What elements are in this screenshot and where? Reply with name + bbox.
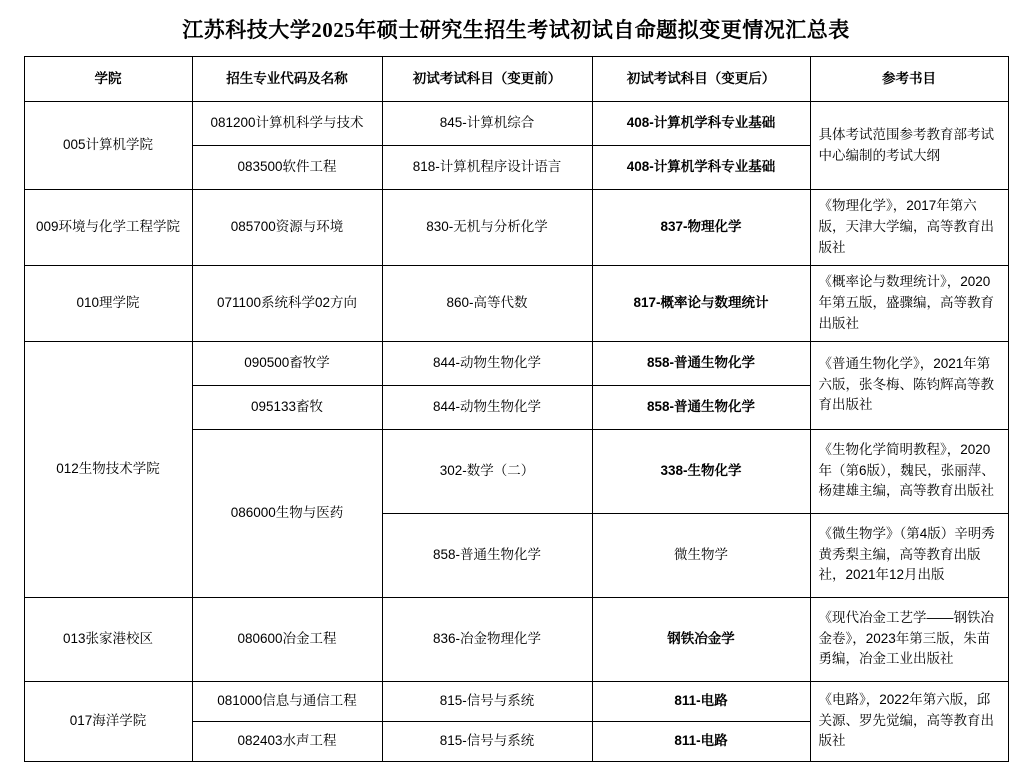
cell-before: 815-信号与系统 <box>382 681 592 721</box>
cell-major: 081000信息与通信工程 <box>192 681 382 721</box>
cell-after: 338-生物化学 <box>592 429 810 513</box>
cell-major: 085700资源与环境 <box>192 190 382 266</box>
cell-major: 082403水声工程 <box>192 721 382 761</box>
table-header <box>24 57 1008 102</box>
cell-after: 837-物理化学 <box>592 190 810 266</box>
cell-after: 858-普通生物化学 <box>592 385 810 429</box>
cell-before: 844-动物生物化学 <box>382 385 592 429</box>
cell-after: 858-普通生物化学 <box>592 341 810 385</box>
table-row <box>24 265 1008 341</box>
cell-book: 《生物化学简明教程》，2020年（第6版），魏民，张丽萍、杨建雄主编，高等教育出版社 <box>810 429 1008 513</box>
column-header-before: 初试考试科目（变更前） <box>382 57 592 102</box>
cell-major: 086000生物与医药 <box>192 429 382 597</box>
cell-before: 836-冶金物理化学 <box>382 597 592 681</box>
column-header-college: 学院 <box>24 57 192 102</box>
table-row <box>24 681 1008 721</box>
cell-college: 005计算机学院 <box>24 102 192 190</box>
column-header-book: 参考书目 <box>810 57 1008 102</box>
cell-before: 302-数学（二） <box>382 429 592 513</box>
summary-table <box>24 56 1009 762</box>
cell-after: 408-计算机学科专业基础 <box>592 146 810 190</box>
table-row <box>24 190 1008 266</box>
cell-book: 《电路》，2022年第六版，邱关源、罗先觉编，高等教育出版社 <box>810 681 1008 761</box>
cell-after: 811-电路 <box>592 681 810 721</box>
table-body <box>24 102 1008 762</box>
cell-college: 010理学院 <box>24 265 192 341</box>
cell-after: 811-电路 <box>592 721 810 761</box>
cell-after: 微生物学 <box>592 513 810 597</box>
cell-book: 具体考试范围参考教育部考试中心编制的考试大纲 <box>810 102 1008 190</box>
cell-college: 017海洋学院 <box>24 681 192 761</box>
cell-major: 081200计算机科学与技术 <box>192 102 382 146</box>
cell-after: 408-计算机学科专业基础 <box>592 102 810 146</box>
page-title: 江苏科技大学2025年硕士研究生招生考试初试自命题拟变更情况汇总表 <box>182 18 850 42</box>
table-row <box>24 341 1008 385</box>
cell-major: 083500软件工程 <box>192 146 382 190</box>
cell-college: 013张家港校区 <box>24 597 192 681</box>
cell-major: 071100系统科学02方向 <box>192 265 382 341</box>
cell-before: 845-计算机综合 <box>382 102 592 146</box>
column-header-after: 初试考试科目（变更后） <box>592 57 810 102</box>
cell-major: 090500畜牧学 <box>192 341 382 385</box>
cell-book: 《普通生物化学》，2021年第六版，张冬梅、陈钧辉高等教育出版社 <box>810 341 1008 429</box>
cell-before: 858-普通生物化学 <box>382 513 592 597</box>
cell-before: 830-无机与分析化学 <box>382 190 592 266</box>
cell-before: 818-计算机程序设计语言 <box>382 146 592 190</box>
table-header-row <box>24 57 1008 102</box>
cell-before: 815-信号与系统 <box>382 721 592 761</box>
column-header-major: 招生专业代码及名称 <box>192 57 382 102</box>
cell-after: 817-概率论与数理统计 <box>592 265 810 341</box>
cell-book: 《微生物学》（第4版）辛明秀 黄秀梨主编，高等教育出版社，2021年12月出版 <box>810 513 1008 597</box>
cell-college: 009环境与化学工程学院 <box>24 190 192 266</box>
cell-book: 《现代冶金工艺学——钢铁冶金卷》，2023年第三版，朱苗勇编，冶金工业出版社 <box>810 597 1008 681</box>
cell-major: 080600冶金工程 <box>192 597 382 681</box>
cell-after: 钢铁冶金学 <box>592 597 810 681</box>
table-row <box>24 102 1008 146</box>
cell-before: 860-高等代数 <box>382 265 592 341</box>
cell-book: 《概率论与数理统计》，2020年第五版，盛骤编，高等教育出版社 <box>810 265 1008 341</box>
cell-college: 012生物技术学院 <box>24 341 192 597</box>
cell-book: 《物理化学》，2017年第六版，天津大学编，高等教育出版社 <box>810 190 1008 266</box>
cell-major: 095133畜牧 <box>192 385 382 429</box>
cell-before: 844-动物生物化学 <box>382 341 592 385</box>
table-row <box>24 597 1008 681</box>
